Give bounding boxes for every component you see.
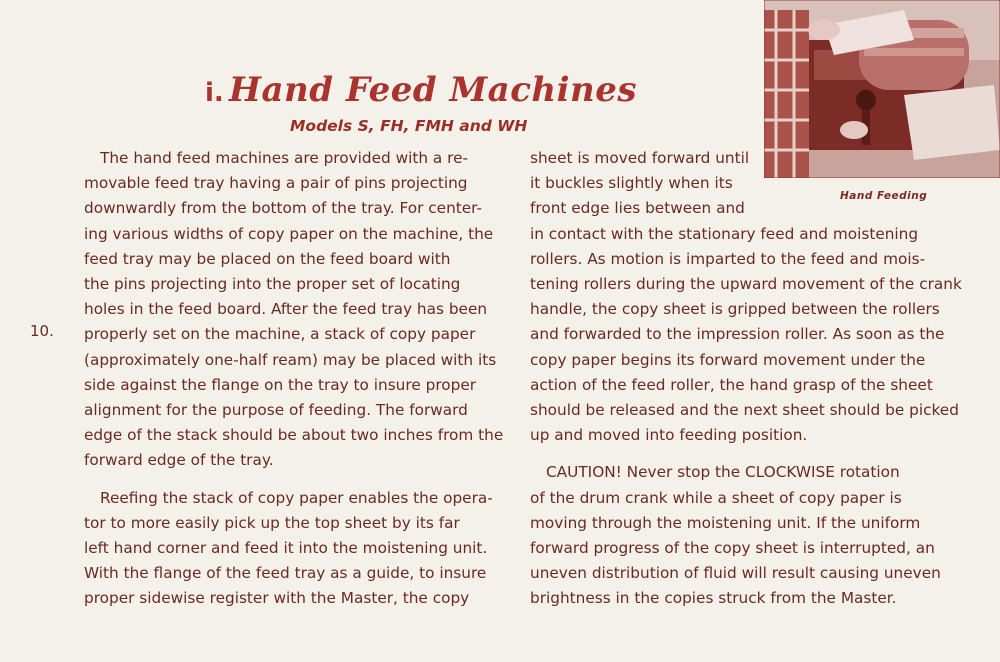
text-line: The hand feed machines are provided with a re- (100, 149, 469, 167)
text-line: action of the feed roller, the hand grasp of the sheet (530, 375, 933, 394)
text-line: it buckles slightly when its (530, 174, 733, 193)
text-line: movable feed tray having a pair of pins projecting (84, 174, 468, 193)
text-line: forward edge of the tray. (84, 451, 274, 470)
text-line: of the drum crank while a sheet of copy paper is (530, 488, 902, 507)
text-line: rollers. As motion is imparted to the feed and mois- (530, 249, 926, 268)
left-column (84, 146, 504, 612)
text-line: feed tray may be placed on the feed board with (84, 249, 451, 268)
section-number: i. (205, 78, 224, 108)
photo-caption: Hand Feeding (840, 190, 928, 202)
right-column (530, 146, 962, 612)
text-line: the pins projecting into the proper set of locating (84, 275, 461, 294)
text-line: and forwarded to the impression roller. As soon as the (530, 325, 945, 344)
paragraph-caution (530, 460, 944, 611)
text-line: alignment for the purpose of feeding. The forward (84, 401, 468, 420)
text-line: in contact with the stationary feed and moistening (530, 224, 919, 243)
text-line: front edge lies between and (530, 199, 745, 218)
text-line: handle, the copy sheet is gripped between the rollers (530, 300, 940, 319)
section-title-text: Hand Feed Machines (228, 70, 638, 110)
text-line: should be released and the next sheet should be picked (530, 401, 959, 420)
text-line: brightness in the copies struck from the Master. (530, 589, 897, 608)
text-line: moving through the moistening unit. If the uniform (530, 513, 921, 532)
text-line: downwardly from the bottom of the tray. For center- (84, 199, 483, 218)
text-line: tor to more easily pick up the top sheet by its far (84, 513, 460, 532)
text-line: tening rollers during the upward movement of the crank (530, 275, 962, 294)
paragraph-feeding-motion (530, 146, 962, 448)
text-line: side against the flange on the tray to insure proper (84, 375, 477, 394)
text-line: CAUTION! Never stop the CLOCKWISE rotation (546, 463, 900, 482)
models-subtitle: Models S, FH, FMH and WH (290, 117, 528, 135)
text-line: sheet is moved forward until (530, 149, 750, 167)
paragraph-reefing (84, 486, 496, 612)
page-number: 10. (30, 322, 54, 340)
text-line: uneven distribution of fluid will result causing uneven (530, 564, 941, 583)
text-line: proper sidewise register with the Master, the copy (84, 589, 470, 608)
text-line: edge of the stack should be about two inches from the (84, 426, 504, 445)
text-line: (approximately one-half ream) may be placed with its (84, 350, 497, 369)
text-line: up and moved into feeding position. (530, 426, 808, 445)
text-line: ing various widths of copy paper on the machine, the (84, 224, 494, 243)
section-title (205, 70, 645, 110)
text-line: copy paper begins its forward movement under the (530, 350, 926, 369)
text-line: holes in the feed board. After the feed tray has been (84, 300, 488, 319)
text-line: properly set on the machine, a stack of copy paper (84, 325, 476, 344)
text-line: With the flange of the feed tray as a guide, to insure (84, 564, 487, 583)
text-line: forward progress of the copy sheet is interrupted, an (530, 539, 935, 558)
text-line: left hand corner and feed it into the moistening unit. (84, 539, 488, 558)
text-line: Reefing the stack of copy paper enables the opera- (100, 488, 493, 507)
paragraph-feed-tray (84, 146, 504, 474)
